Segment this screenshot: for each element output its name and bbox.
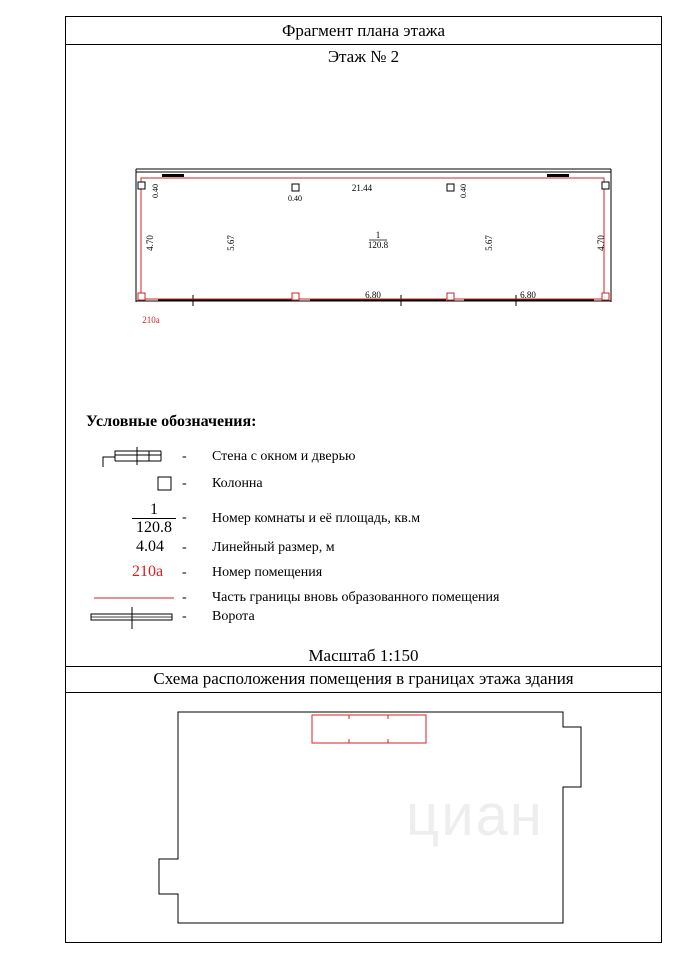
- legend-text: Линейный размер, м: [212, 540, 335, 555]
- linear-dim-symbol: 4.04: [136, 538, 164, 555]
- legend-text: Колонна: [212, 476, 263, 491]
- room-fraction-numerator: 1: [150, 501, 158, 518]
- legend-text: Номер помещения: [212, 565, 323, 580]
- dim-bottom-left: 6.80: [365, 290, 381, 300]
- legend-dash: -: [182, 476, 187, 491]
- room-area: 120.8: [367, 240, 389, 250]
- building-outline: [159, 712, 581, 923]
- watermark-text: циан: [406, 783, 544, 848]
- dim-side-left: 4.70: [145, 235, 155, 251]
- dim-inner-left: 5.67: [226, 235, 236, 251]
- building-scheme: [66, 17, 663, 944]
- premises-number-symbol: 210а: [132, 563, 164, 580]
- legend-dash: -: [182, 449, 187, 464]
- premises-location: [312, 715, 426, 743]
- document-sheet: [65, 16, 662, 943]
- dim-col-left: 0.40: [151, 184, 160, 198]
- legend-dash: -: [182, 609, 187, 624]
- legend-text: Стена с окном и дверью: [212, 449, 356, 464]
- dim-bottom-right: 6.80: [520, 290, 536, 300]
- dim-col-right: 0.40: [459, 184, 468, 198]
- legend-dash: -: [182, 540, 187, 555]
- room-fraction-denominator: 120.8: [132, 518, 176, 536]
- dim-side-right: 4.70: [596, 235, 606, 251]
- legend-title: Условные обозначения:: [86, 413, 257, 430]
- dim-top: 21.44: [351, 183, 373, 193]
- floor-label: Этаж № 2: [327, 47, 400, 66]
- scale-label: Масштаб 1:150: [308, 646, 419, 665]
- legend-text: Номер комнаты и её площадь, кв.м: [212, 511, 421, 526]
- legend-text: Часть границы вновь образованного помещения: [212, 590, 500, 605]
- legend-dash: -: [182, 590, 187, 605]
- premises-number: 210а: [142, 315, 160, 325]
- legend-dash: -: [182, 510, 187, 525]
- document-title: Фрагмент плана этажа: [281, 21, 446, 40]
- legend-text: Ворота: [212, 609, 255, 624]
- dim-inner-right: 5.67: [484, 235, 494, 251]
- legend-dash: -: [182, 565, 187, 580]
- room-number: 1: [375, 230, 381, 240]
- dim-col-below: 0.40: [288, 194, 302, 203]
- scheme-title: Схема расположения помещения в границах этажа здания: [153, 669, 574, 688]
